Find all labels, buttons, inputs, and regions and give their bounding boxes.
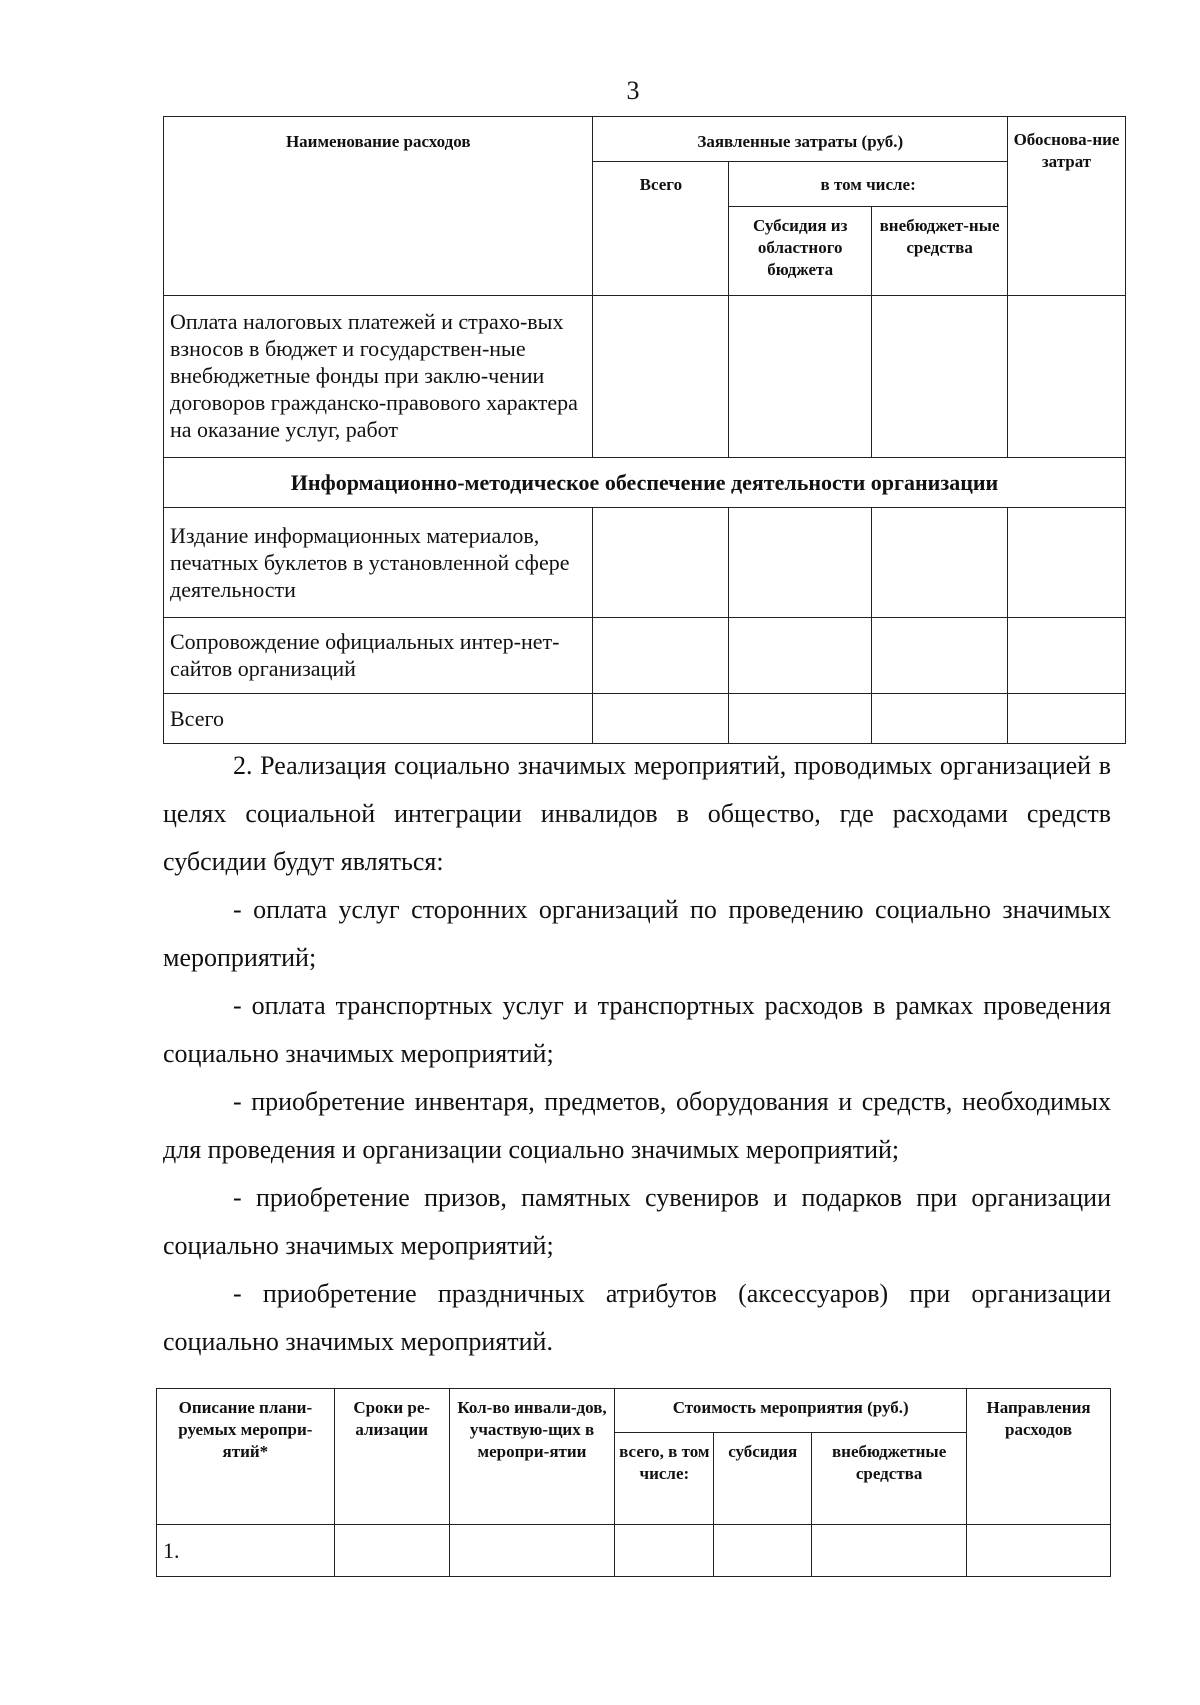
header-expense-name: Наименование расходов [164,117,593,296]
header-directions: Направления расходов [967,1389,1111,1525]
events-table [156,1388,1111,1577]
paragraph-item-2: - оплата транспортных услуг и транспортных расходов в рамках проведения социально значимых мероприятий; [163,991,1111,1068]
paragraph-item-3: - приобретение инвентаря, предметов, оборудования и средств, необходимых для проведения и организации социально значимых мероприятий; [163,1087,1111,1164]
cell-total [615,1525,714,1577]
header-extrabudget: внебюджет-ные средства [872,207,1008,296]
header-cost-total: всего, в том числе: [615,1433,714,1525]
row-name: Оплата налоговых платежей и страхо-вых взносов в бюджет и государствен-ные внебюджетные фонды при заклю-чении договоров гражданско-правового характера на оказание услуг, работ [164,296,593,458]
cell-total [593,694,729,744]
cell-terms [334,1525,449,1577]
cell-total [593,296,729,458]
header-subsidy: Субсидия из областного бюджета [729,207,872,296]
section-title: Информационно-методическое обеспечение деятельности организации [164,458,1126,508]
header-declared-costs: Заявленные затраты (руб.) [593,117,1008,162]
cell-subsidy [714,1525,812,1577]
cell-participants [449,1525,615,1577]
header-event-cost: Стоимость мероприятия (руб.) [615,1389,967,1433]
header-description: Описание плани-руемых меропри-ятий* [157,1389,335,1525]
paragraph-intro: 2. Реализация социально значимых мероприятий, проводимых организацией в целях социальной интеграции инвалидов в общество, где расходами средств субсидии будут являться: [163,751,1111,876]
cell-extrabudget [872,694,1008,744]
cell-subsidy [729,508,872,618]
cell-extrabudget [812,1525,967,1577]
header-cost-extrabudget: внебюджетные средства [812,1433,967,1525]
cell-subsidy [729,296,872,458]
cell-extrabudget [872,508,1008,618]
header-terms: Сроки ре-ализации [334,1389,449,1525]
header-cost-subsidy: субсидия [714,1433,812,1525]
cell-directions [967,1525,1111,1577]
page-number: 3 [626,76,640,105]
cell-subsidy [729,694,872,744]
paragraph-item-1: - оплата услуг сторонних организаций по проведению социально значимых мероприятий; [163,895,1111,972]
header-including: в том числе: [729,162,1008,207]
header-justification: Обоснова-ние затрат [1008,117,1126,296]
cell-extrabudget [872,296,1008,458]
cell-justification [1008,508,1126,618]
paragraph-item-4: - приобретение призов, памятных сувениров и подарков при организации социально значимых мероприятий; [163,1183,1111,1260]
row-number: 1. [157,1525,335,1577]
cell-justification [1008,618,1126,694]
expenses-table [163,116,1126,744]
cell-total [593,618,729,694]
cell-justification [1008,694,1126,744]
cell-subsidy [729,618,872,694]
row-total-label: Всего [164,694,593,744]
row-name: Сопровождение официальных интер-нет-сайтов организаций [164,618,593,694]
cell-extrabudget [872,618,1008,694]
cell-justification [1008,296,1126,458]
header-total: Всего [593,162,729,296]
paragraph-item-5: - приобретение праздничных атрибутов (аксессуаров) при организации социально значимых мероприятий. [163,1279,1111,1356]
cell-total [593,508,729,618]
header-participants-count: Кол-во инвали-дов, участвую-щих в меропри-ятии [449,1389,615,1525]
row-name: Издание информационных материалов, печатных буклетов в установленной сфере деятельности [164,508,593,618]
